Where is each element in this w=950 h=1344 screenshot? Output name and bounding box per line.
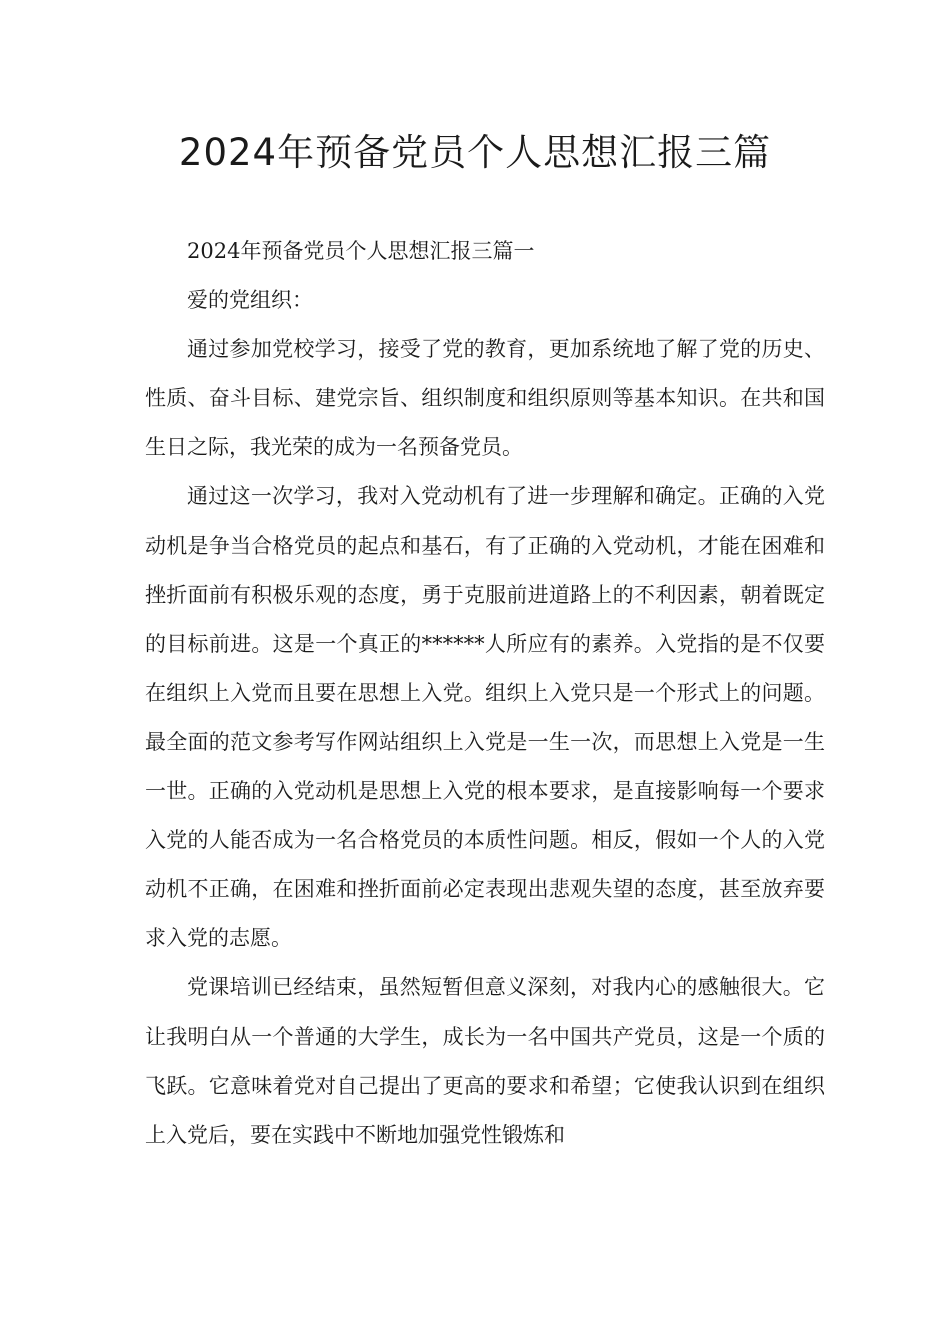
paragraph-2: 通过这一次学习，我对入党动机有了进一步理解和确定。正确的入党动机是争当合格党员的起点和基石，有了正确的入党动机，才能在困难和挫折面前有积极乐观的态度，勇于克服前进道路上的不利因素，朝着既定的目标前进。这是一个真正的******人所应有的素养。入党指的是不仅要在组织上入党而且要在思想上入党。组织上入党只是一个形式上的问题。最全面的范文参考写作网站组织上入党是一生一次，而思想上入党是一生一世。正确的入党动机是思想上入党的根本要求，是直接影响每一个要求入党的人能否成为一名合格党员的本质性问题。相反，假如一个人的入党动机不正确，在困难和挫折面前必定表现出悲观失望的态度，甚至放弃要求入党的志愿。 [145, 484, 825, 951]
paragraph-heading: 2024年预备党员个人思想汇报三篇一 [187, 239, 535, 263]
paragraph-salutation: 爱的党组织： [187, 288, 313, 313]
document-title: 2024年预备党员个人思想汇报三篇 [178, 131, 772, 174]
paragraph-1: 通过参加党校学习，接受了党的教育，更加系统地了解了党的历史、性质、奋斗目标、建党宗旨、组织制度和组织原则等基本知识。在共和国生日之际，我光荣的成为一名预备党员。 [145, 337, 825, 460]
paragraph-3: 党课培训已经结束，虽然短暂但意义深刻，对我内心的感触很大。它让我明白从一个普通的大学生，成长为一名中国共产党员，这是一个质的飞跃。它意味着党对自己提出了更高的要求和希望；它使我认识到在组织上入党后，要在实践中不断地加强党性锻炼和 [145, 975, 825, 1147]
document-body [145, 227, 825, 1160]
